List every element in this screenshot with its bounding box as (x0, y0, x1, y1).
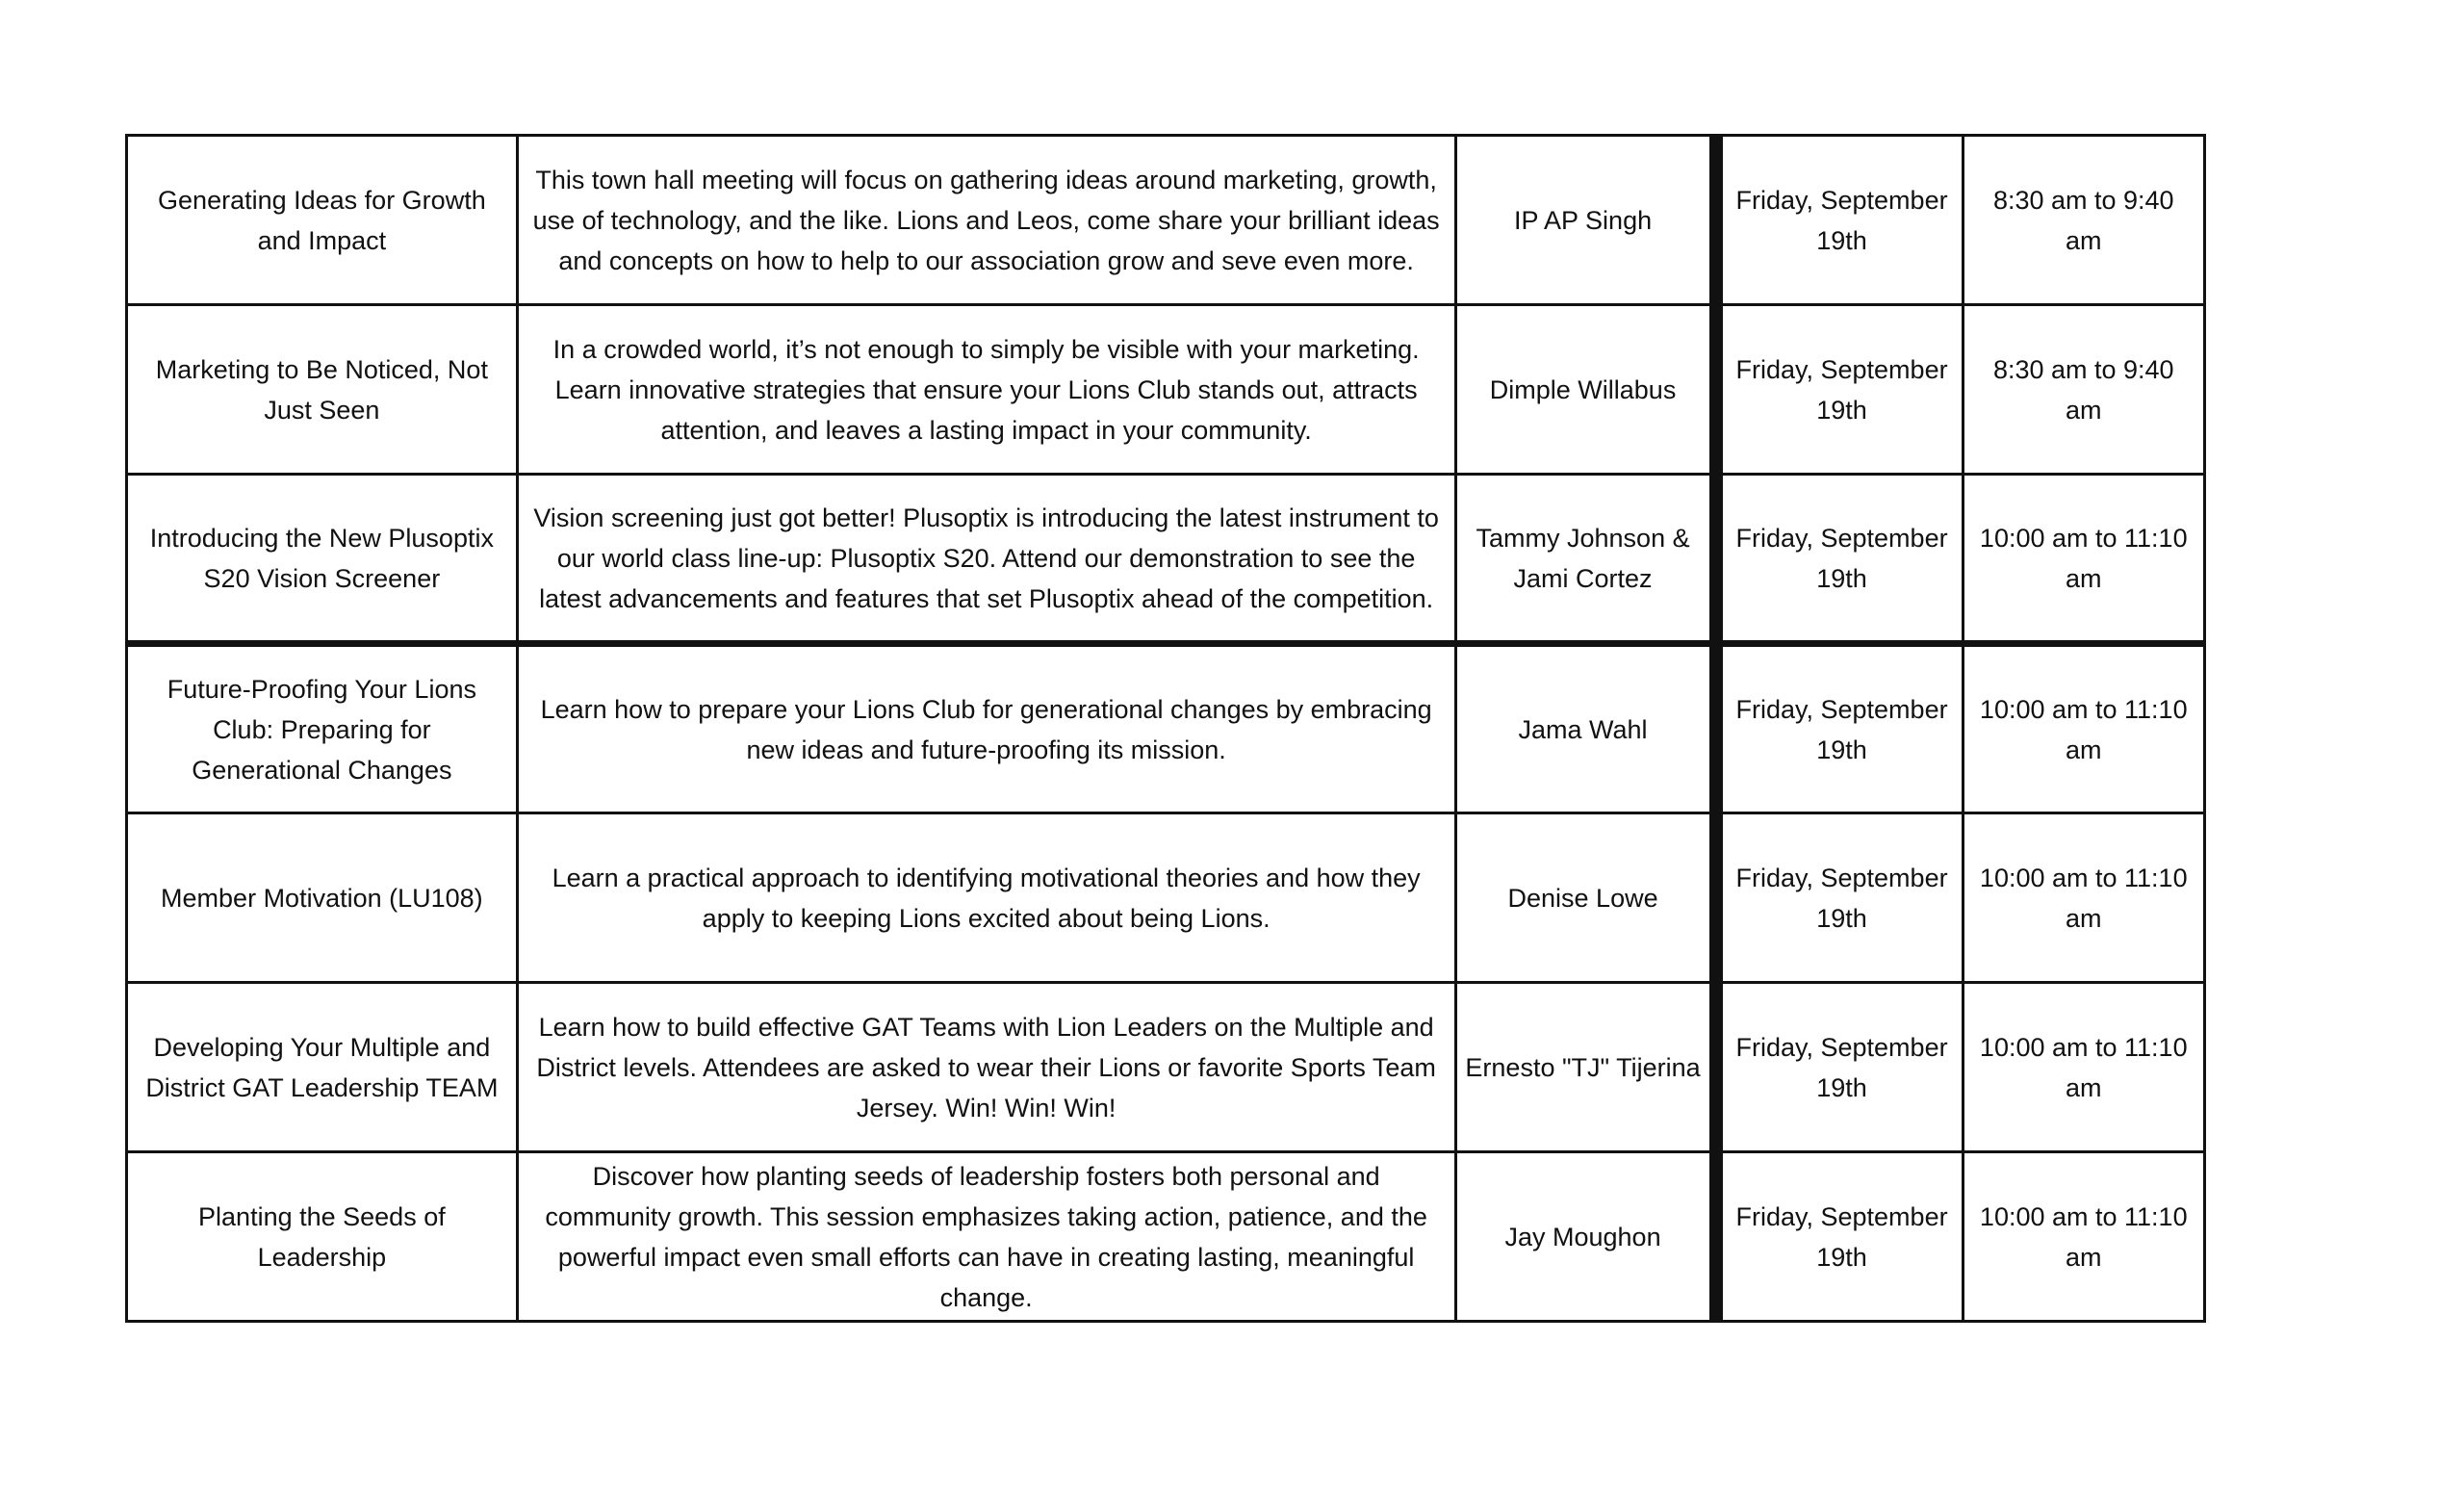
session-title: Developing Your Multiple and District GAT Leadership TEAM (127, 983, 518, 1152)
session-speaker: Jama Wahl (1455, 644, 1716, 813)
table-row (127, 136, 2205, 305)
session-speaker: IP AP Singh (1455, 136, 1716, 305)
session-time: 8:30 am to 9:40 am (1963, 305, 2204, 475)
session-date: Friday, September 19th (1716, 644, 1963, 813)
session-time: 10:00 am to 11:10 am (1963, 644, 2204, 813)
session-speaker: Tammy Johnson & Jami Cortez (1455, 475, 1716, 644)
session-date: Friday, September 19th (1716, 305, 1963, 475)
table-row (127, 983, 2205, 1152)
table-row (127, 644, 2205, 813)
session-description: This town hall meeting will focus on gathering ideas around marketing, growth, use of technology, and the like. Lions and Leos, come share your brilliant ideas and concepts on how to help to our association grow and seve even more. (517, 136, 1455, 305)
session-title: Generating Ideas for Growth and Impact (127, 136, 518, 305)
session-title: Introducing the New Plusoptix S20 Vision Screener (127, 475, 518, 644)
session-speaker: Jay Moughon (1455, 1152, 1716, 1322)
session-description: Discover how planting seeds of leadership fosters both personal and community growth. This session emphasizes taking action, patience, and the powerful impact even small efforts can have in creating lasting, meaningful change. (517, 1152, 1455, 1322)
session-date: Friday, September 19th (1716, 983, 1963, 1152)
session-time: 8:30 am to 9:40 am (1963, 136, 2204, 305)
session-date: Friday, September 19th (1716, 1152, 1963, 1322)
table-row (127, 813, 2205, 983)
session-speaker: Dimple Willabus (1455, 305, 1716, 475)
session-description: Learn a practical approach to identifying motivational theories and how they apply to keeping Lions excited about being Lions. (517, 813, 1455, 983)
session-title: Marketing to Be Noticed, Not Just Seen (127, 305, 518, 475)
session-date: Friday, September 19th (1716, 136, 1963, 305)
session-speaker: Ernesto "TJ" Tijerina (1455, 983, 1716, 1152)
session-title: Future-Proofing Your Lions Club: Preparing for Generational Changes (127, 644, 518, 813)
session-title: Planting the Seeds of Leadership (127, 1152, 518, 1322)
session-time: 10:00 am to 11:10 am (1963, 983, 2204, 1152)
session-description: Vision screening just got better! Plusoptix is introducing the latest instrument to our world class line-up: Plusoptix S20. Attend our demonstration to see the latest advancements and features that set Plusoptix ahead of the competition. (517, 475, 1455, 644)
table-row (127, 305, 2205, 475)
session-date: Friday, September 19th (1716, 813, 1963, 983)
session-speaker: Denise Lowe (1455, 813, 1716, 983)
session-time: 10:00 am to 11:10 am (1963, 813, 2204, 983)
sessions-table (125, 134, 2206, 1323)
session-date: Friday, September 19th (1716, 475, 1963, 644)
table-row (127, 475, 2205, 644)
session-time: 10:00 am to 11:10 am (1963, 475, 2204, 644)
session-description: In a crowded world, it’s not enough to simply be visible with your marketing. Learn innovative strategies that ensure your Lions Club stands out, attracts attention, and leaves a lasting impact in your community. (517, 305, 1455, 475)
session-description: Learn how to prepare your Lions Club for generational changes by embracing new ideas and future-proofing its mission. (517, 644, 1455, 813)
session-title: Member Motivation (LU108) (127, 813, 518, 983)
table-row (127, 1152, 2205, 1322)
session-time: 10:00 am to 11:10 am (1963, 1152, 2204, 1322)
session-description: Learn how to build effective GAT Teams with Lion Leaders on the Multiple and District levels. Attendees are asked to wear their Lions or favorite Sports Team Jersey. Win! Win! Win! (517, 983, 1455, 1152)
